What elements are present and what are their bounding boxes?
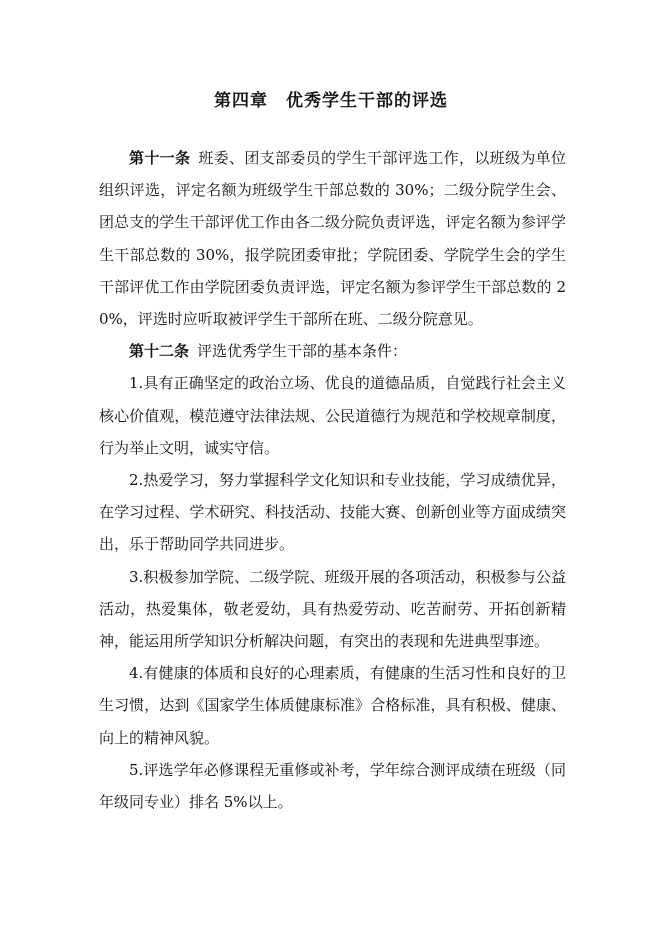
article-label: 第十二条 bbox=[129, 342, 190, 361]
condition-item: 3.积极参加学院、二级学院、班级开展的各项活动，积极参与公益活动，热爱集体，敬老爱幼，具有热爱劳动、吃苦耐劳、开拓创新精神，能运用所学知识分析解决问题，有突出的表现和先进典型事迹。 bbox=[99, 567, 566, 651]
condition-item: 5.评选学年必修课程无重修或补考，学年综合测评成绩在班级（同年级同专业）排名 5%以上。 bbox=[99, 760, 566, 812]
condition-item: 1.具有正确坚定的政治立场、优良的道德品质，自觉践行社会主义核心价值观，模范遵守法律法规、公民道德行为规范和学校规章制度，行为举止文明，诚实守信。 bbox=[99, 374, 566, 457]
condition-item: 4.有健康的体质和良好的心理素质，有健康的生活习性和良好的卫生习惯，达到《国家学生体质健康标准》合格标准，具有积极、健康、向上的精神风貌。 bbox=[99, 664, 566, 747]
chapter-title: 优秀学生干部的评选 bbox=[286, 91, 448, 111]
article-12 bbox=[99, 335, 566, 367]
article-text: 评选优秀学生干部的基本条件： bbox=[197, 342, 408, 361]
article-text: 班委、团支部委员的学生干部评选工作，以班级为单位组织评选，评定名额为班级学生干部总数的 30%；二级分院学生会、团总支的学生干部评优工作由各二级分院负责评选，评定名额为参评学生干部总数的 30%，报学院团委审批；学院团委、学院学生会的学生干部评优工作由学院团委负责评选，评定名额为参评学生干部总数的 20%，评选时应听取被评学生干部所在班、二级分院意见。 bbox=[99, 149, 566, 329]
chapter-heading bbox=[0, 86, 662, 111]
article-label: 第十一条 bbox=[129, 149, 191, 167]
condition-item: 2.热爱学习，努力掌握科学文化知识和专业技能，学习成绩优异，在学习过程、学术研究、科技活动、技能大赛、创新创业等方面成绩突出，乐于帮助同学共同进步。 bbox=[99, 471, 566, 554]
document-body bbox=[99, 142, 566, 818]
article-11 bbox=[99, 142, 566, 335]
chapter-label: 第四章 bbox=[214, 91, 268, 111]
